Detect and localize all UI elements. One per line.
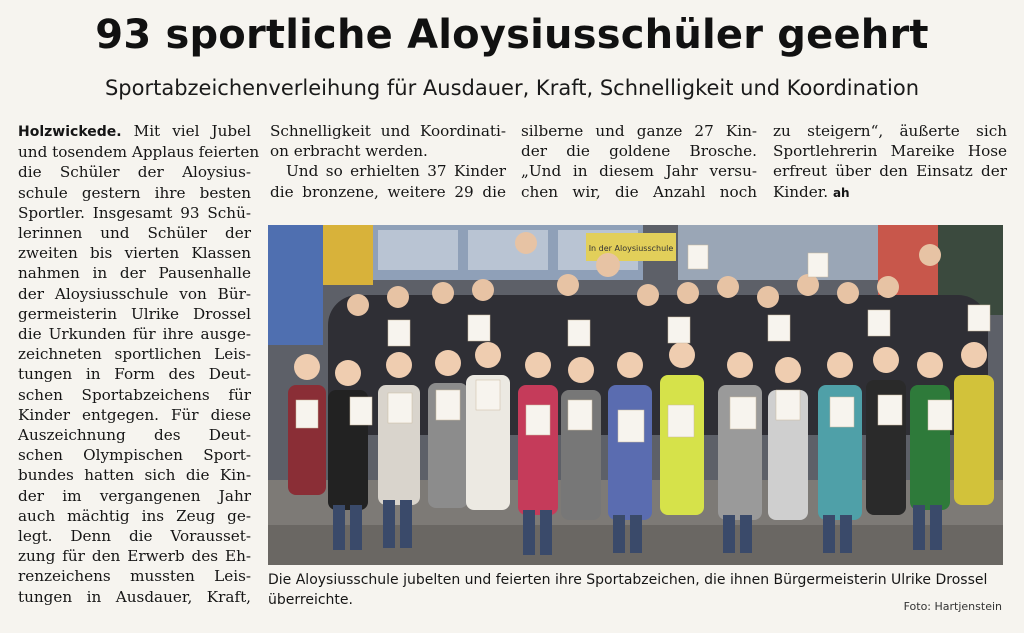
text-line: germeisterin Ulrike Drossel bbox=[18, 304, 251, 323]
text-line: Sportlehrerin Mareike Hose bbox=[773, 142, 1007, 161]
text-line: der Aloysiusschule von Bür- bbox=[18, 284, 251, 303]
text-line: die Schüler der Aloysius- bbox=[18, 163, 251, 182]
text-line: on erbracht werden. bbox=[270, 142, 428, 161]
article-column-2 bbox=[270, 121, 506, 202]
photo-caption: Die Aloysiusschule jubelten und feierten ihre Sportabzeichen, die ihnen Bürgermeisterin Ulrike Drossel überreichte. bbox=[268, 572, 988, 608]
text-line: „Und in diesem Jahr versu- bbox=[521, 162, 757, 181]
headline: 93 sportliche Aloysiusschüler geehrt bbox=[95, 12, 929, 58]
text-line: schen Sportabzeichens für bbox=[18, 385, 251, 404]
photo-credit: Foto: Hartjenstein bbox=[903, 600, 1002, 613]
article-column-3 bbox=[521, 121, 757, 202]
dateline: Holzwickede. bbox=[18, 124, 122, 140]
author-signature: ah bbox=[832, 185, 850, 200]
text-line: silberne und ganze 27 Kin- bbox=[521, 122, 757, 140]
text-line: bundes hatten sich die Kin- bbox=[18, 466, 251, 485]
text-line: chen wir, die Anzahl noch bbox=[521, 182, 757, 201]
text-line: renzeichens mussten Leis- bbox=[18, 567, 251, 586]
text-line: tungen in Ausdauer, Kraft, bbox=[18, 587, 251, 606]
text-line: Sportler. Insgesamt 93 Schü- bbox=[18, 203, 251, 222]
article-column-1 bbox=[18, 121, 260, 607]
text-line: tungen in Form des Deut- bbox=[18, 365, 251, 384]
text-line: zweiten bis vierten Klassen bbox=[18, 244, 251, 263]
subheadline: Sportabzeichenverleihung für Ausdauer, Kraft, Schnelligkeit und Koordination bbox=[104, 76, 920, 100]
text-line: lerinnen und Schüler der bbox=[18, 224, 251, 243]
text-line: nahmen in der Pausenhalle bbox=[18, 264, 251, 283]
text-line: schen Olympischen Sport- bbox=[18, 446, 251, 465]
text-line: Schnelligkeit und Koordinati- bbox=[270, 122, 506, 140]
text-line: Kinder entgegen. Für diese bbox=[18, 405, 251, 424]
text-line: Holzwickede. Mit viel Jubel bbox=[18, 122, 251, 140]
text-line: erfreut über den Einsatz der bbox=[773, 162, 1007, 181]
text-line: Und so erhielten 37 Kinder bbox=[286, 162, 506, 181]
photo-illustration bbox=[268, 225, 1003, 565]
text-line: schule gestern ihre besten bbox=[18, 183, 251, 202]
text-line: auch mächtig ins Zeug ge- bbox=[18, 506, 251, 525]
text-line: Kinder. ah bbox=[773, 182, 850, 201]
article-column-4 bbox=[773, 121, 1007, 203]
text-line: zeichneten sportlichen Leis- bbox=[18, 345, 251, 364]
text-line: die Urkunden für ihre ausge- bbox=[18, 325, 251, 344]
group-photo bbox=[268, 225, 1003, 565]
photo-sign: In der Aloysiusschule bbox=[588, 244, 674, 253]
text-line: der im vergangenen Jahr bbox=[18, 486, 251, 505]
text-line: legt. Denn die Vorausset- bbox=[18, 527, 251, 546]
text-line: der die goldene Brosche. bbox=[521, 142, 757, 161]
text-line: die bronzene, weitere 29 die bbox=[270, 182, 506, 201]
text-line: Auszeichnung des Deut- bbox=[18, 426, 251, 445]
text-line: und tosendem Applaus feierten bbox=[18, 143, 260, 162]
text-line: zung für den Erwerb des Eh- bbox=[18, 547, 251, 566]
text-line: zu steigern“, äußerte sich bbox=[773, 122, 1007, 140]
